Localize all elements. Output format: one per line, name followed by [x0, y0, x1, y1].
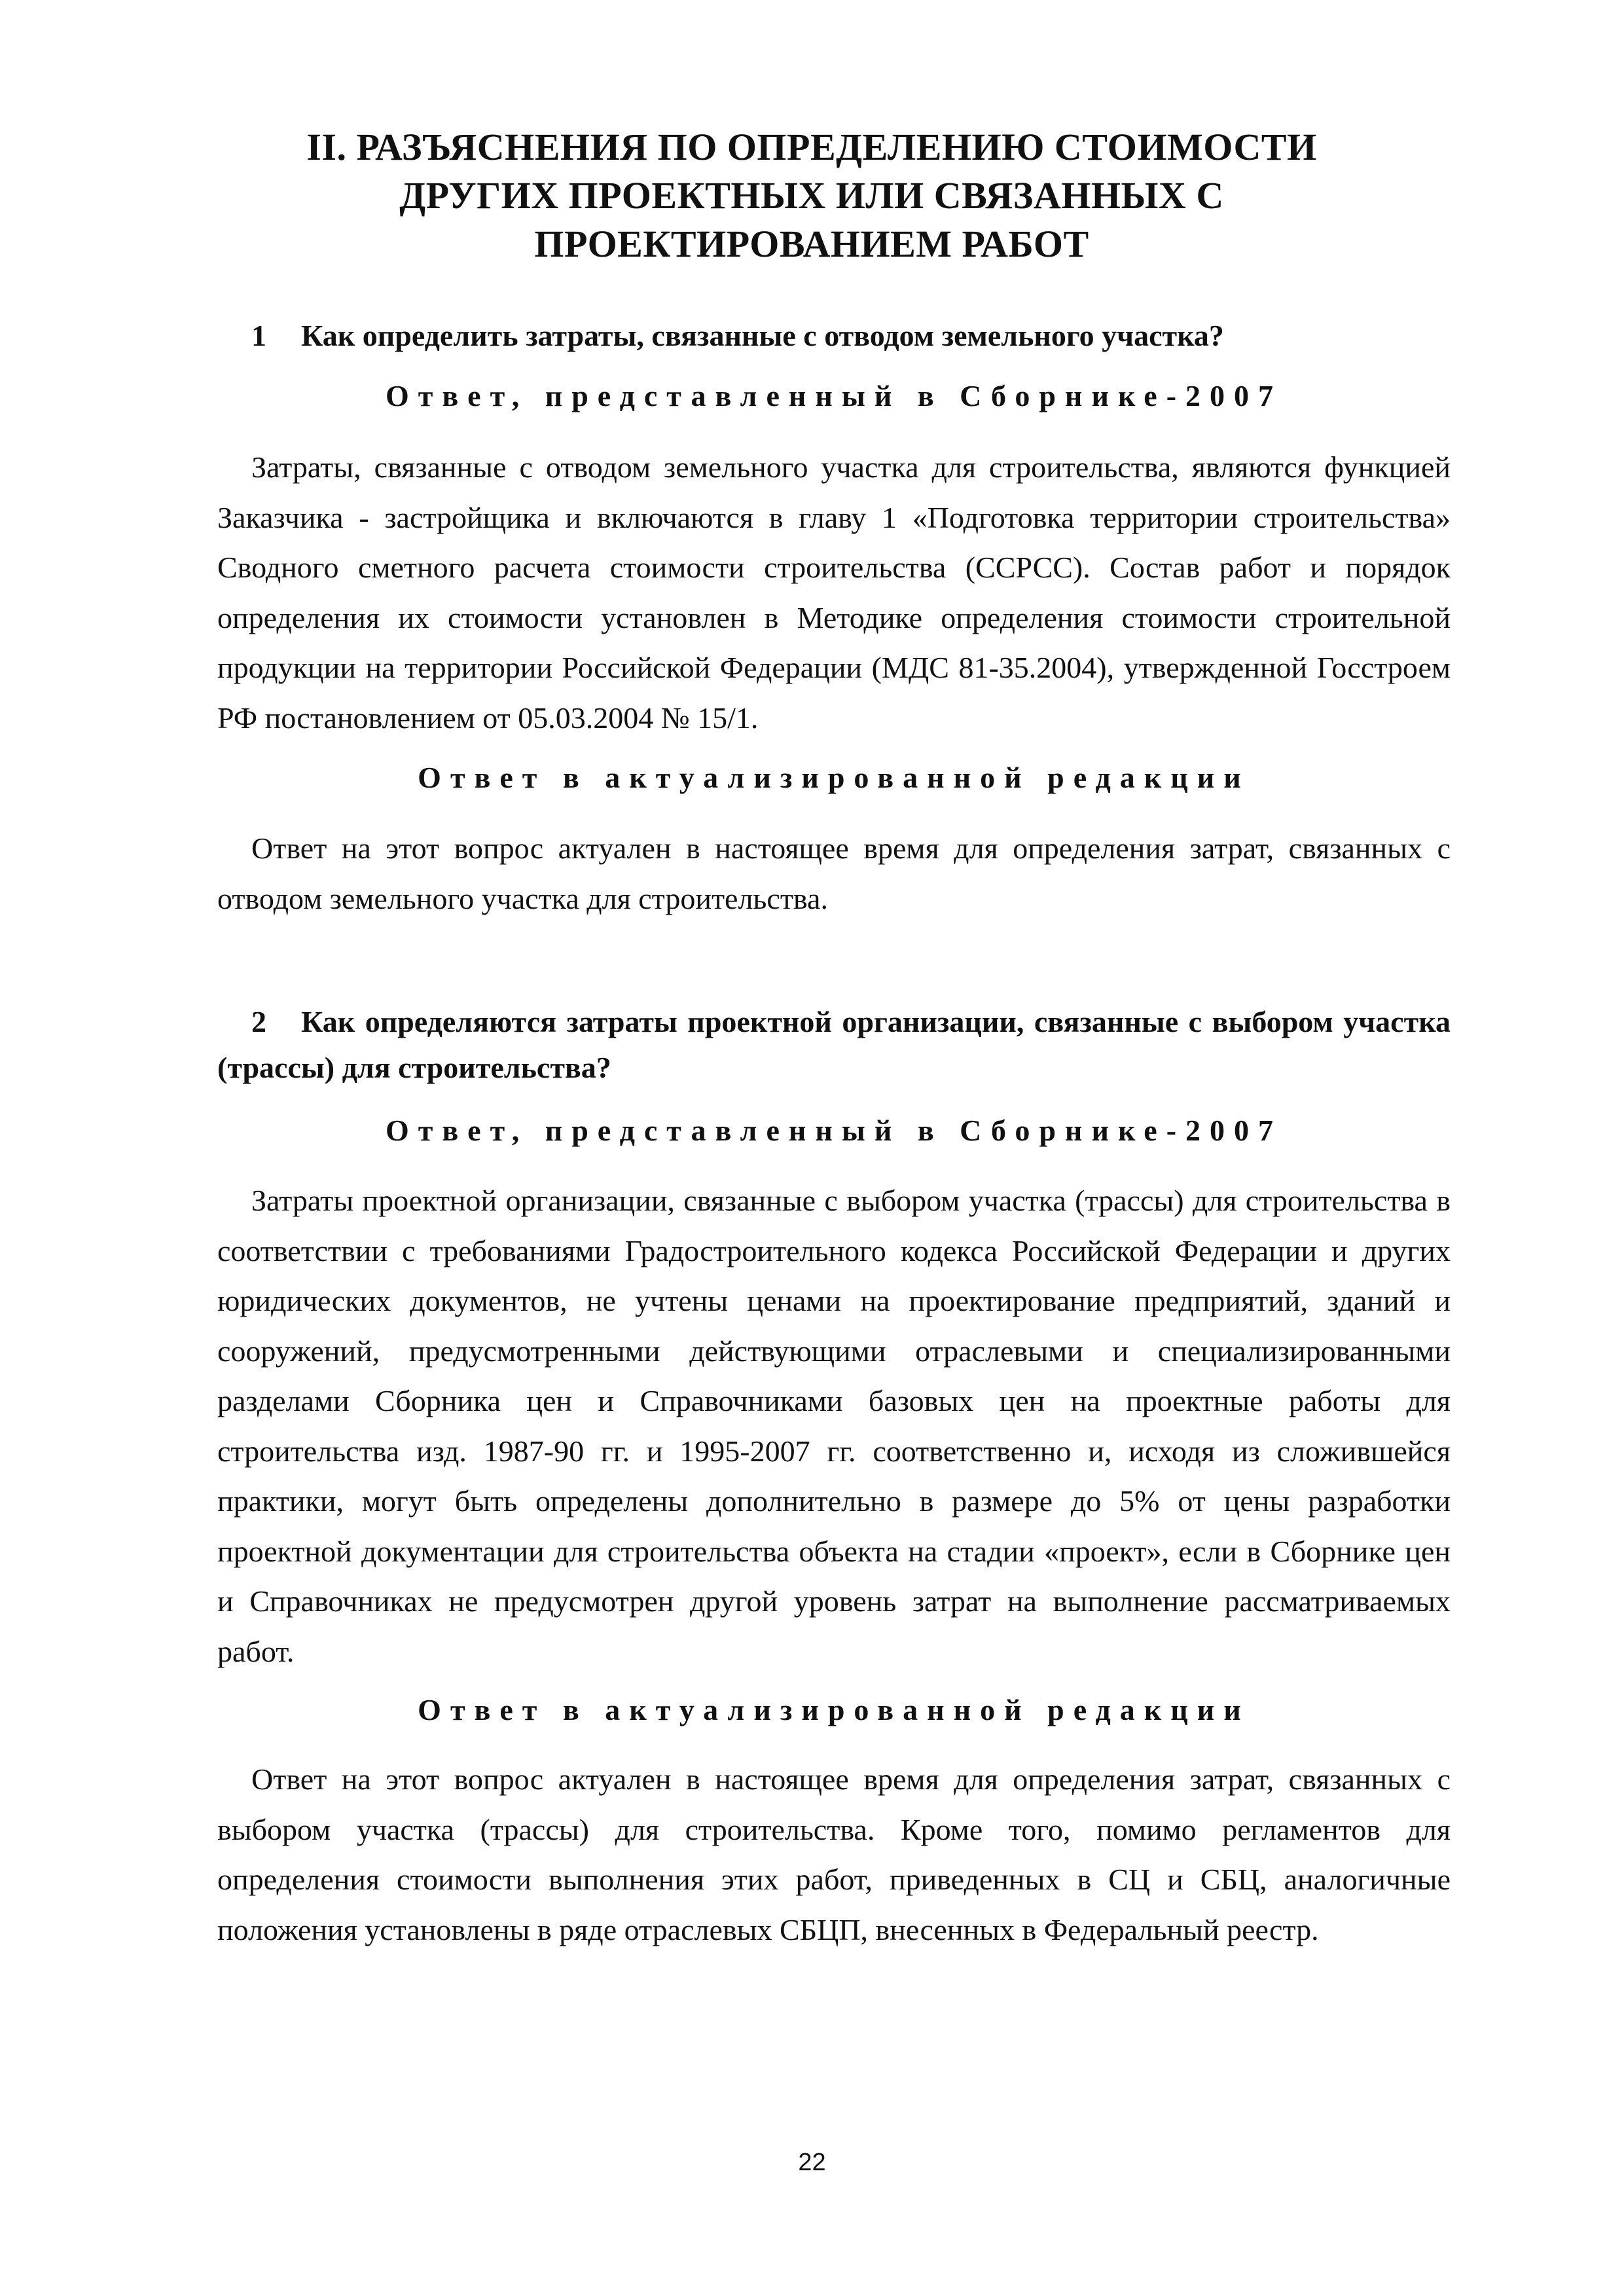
question-1 [217, 313, 1451, 359]
question-1-text: Как определить затраты, связанные с отводом земельного участка? [301, 319, 1224, 352]
section-title [196, 123, 1427, 268]
page-number: 22 [798, 2149, 826, 2176]
question-2-text: Как определяются затраты проектной организации, связанные с выбором участка (трассы) для строительства? [217, 1005, 1451, 1084]
answer-2007-heading-1: Ответ, представленный в Сборнике-2007 [385, 379, 1283, 412]
question-2 [217, 999, 1451, 1091]
section-title-line-1: II. РАЗЪЯСНЕНИЯ ПО ОПРЕДЕЛЕНИЮ СТОИМОСТИ [306, 126, 1317, 168]
answer-2007-heading-2: Ответ, представленный в Сборнике-2007 [385, 1114, 1283, 1147]
question-1-number: 1 [251, 319, 266, 352]
section-title-line-2: ДРУГИХ ПРОЕКТНЫХ ИЛИ СВЯЗАННЫХ С [399, 174, 1224, 217]
answer-updated-text-2: Ответ на этот вопрос актуален в настоящее время для определения затрат, связанных с выбором участка (трассы) для строительства. Кроме того, помимо регламентов для определения стоимости выполнения этих работ, приведенных в СЦ и СБЦ, аналогичные положения установлены в ряде отраслевых СБЦП, внесенных в Федеральный реестр. [217, 1762, 1451, 1946]
answer-updated-heading-1: Ответ в актуализированной редакции [418, 761, 1250, 794]
answer-updated-text-1: Ответ на этот вопрос актуален в настоящее время для определения затрат, связанных с отводом земельного участка для строительства. [217, 831, 1451, 915]
answer-updated-heading-2: Ответ в актуализированной редакции [418, 1693, 1250, 1726]
answer-2007-text-1: Затраты, связанные с отводом земельного участка для строительства, являются функцией Заказчика - застройщика и включаются в главу 1 «Подготовка территории строительства» Сводного сметного расчета стоимости строительства (ССРСС). Состав работ и порядок определения их стоимости установлен в Методике определения стоимости строительной продукции на территории Российской Федерации (МДС 81-35.2004), утвержденной Госстроем РФ постановлением от 05.03.2004 № 15/1. [217, 450, 1451, 735]
answer-2007-text-2: Затраты проектной организации, связанные с выбором участка (трассы) для строительства в соответствии с требованиями Градостроительного кодекса Российской Федерации и других юридических документов, не учтены ценами на проектирование предприятий, зданий и сооружений, предусмотренными действующими отраслевыми и специализированными разделами Сборника цен и Справочниками базовых цен на проектные работы для строительства изд. 1987-90 гг. и 1995-2007 гг. соответственно и, исходя из сложившейся практики, могут быть определены дополнительно в размере до 5% от цены разработки проектной документации для строительства объекта на стадии «проект», если в Сборнике цен и Справочниках не предусмотрен другой уровень затрат на выполнение рассматриваемых работ. [217, 1184, 1451, 1668]
section-title-line-3: ПРОЕКТИРОВАНИЕМ РАБОТ [534, 223, 1089, 265]
question-2-number: 2 [251, 1005, 266, 1038]
